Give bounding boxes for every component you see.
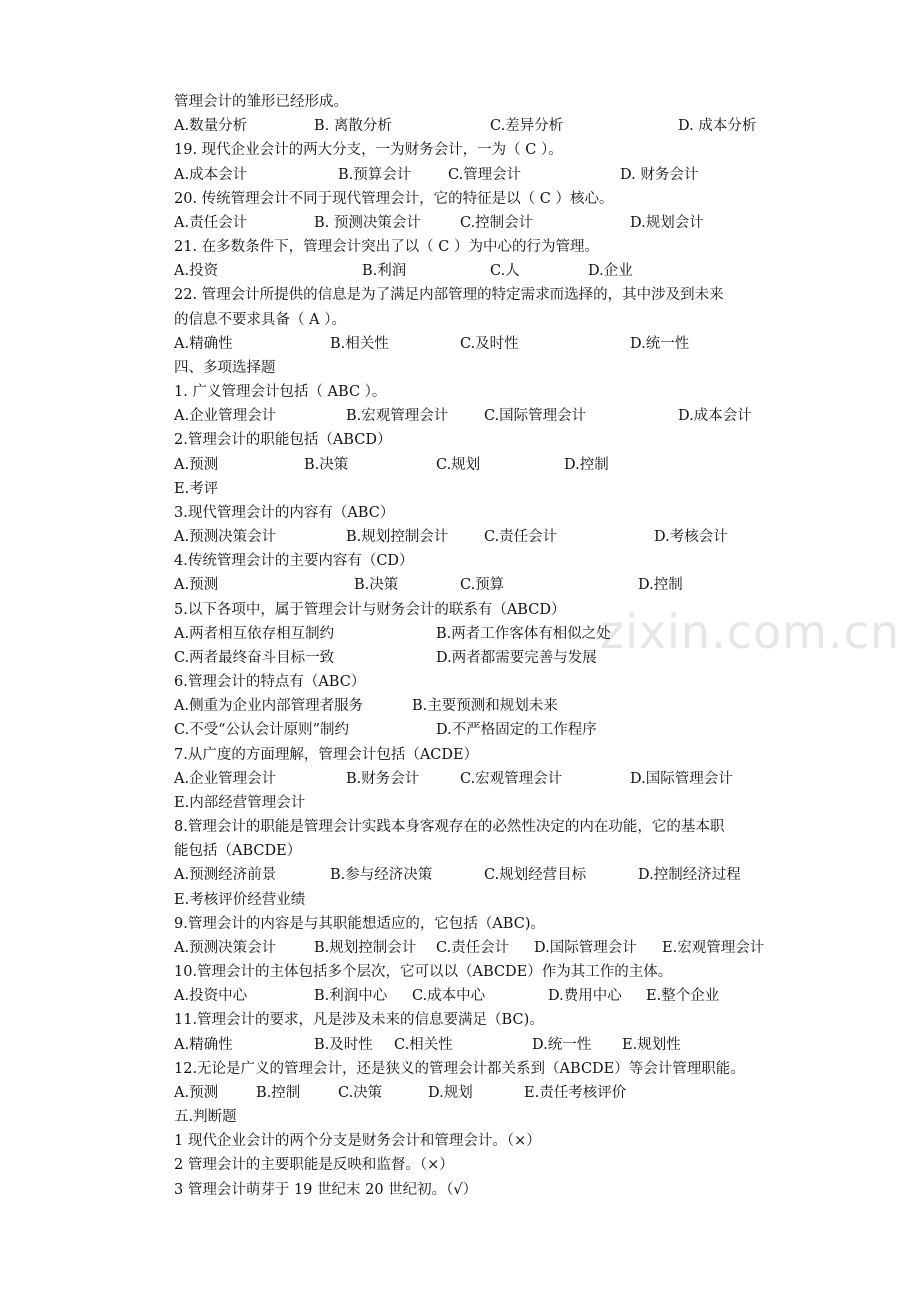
answer-option: B.控制 [256, 1085, 301, 1101]
answer-option: C.两者最终奋斗目标一致 [174, 650, 335, 666]
answer-option: A.企业管理会计 [174, 408, 277, 424]
text-line: 管理会计的雏形已经形成。 [174, 94, 348, 110]
answer-option: A.两者相互依存相互制约 [174, 626, 335, 642]
text-line: 1 现代企业会计的两个分支是财务会计和管理会计。（×） [174, 1133, 541, 1149]
text-line: 7.从广度的方面理解，管理会计包括（ACDE） [174, 747, 479, 763]
answer-option: B.两者工作客体有相似之处 [436, 626, 611, 642]
answer-option: B.决策 [354, 577, 399, 593]
answer-option: C.成本中心 [412, 988, 486, 1004]
text-line: 3 管理会计萌芽于 19 世纪末 20 世纪初。（√） [174, 1182, 478, 1198]
answer-option: B.利润中心 [314, 988, 388, 1004]
answer-option: D.国际管理会计 [630, 771, 733, 787]
watermark: zixin.com.cn [600, 605, 901, 659]
options-row [174, 573, 790, 597]
answer-option: C.责任会计 [436, 940, 510, 956]
answer-option: C.宏观管理会计 [460, 771, 563, 787]
answer-option: C.国际管理会计 [484, 408, 587, 424]
text-line: 20. 传统管理会计不同于现代管理会计，它的特征是以（ C ）核心。 [174, 191, 614, 207]
text-line: 11.管理会计的要求，凡是涉及未来的信息要满足（BC)。 [174, 1012, 544, 1028]
text-line: E.考核评价经营业绩 [174, 892, 306, 908]
answer-option: C.人 [490, 263, 520, 279]
text-line: 5.以下各项中，属于管理会计与财务会计的联系有（ABCD） [174, 602, 566, 618]
answer-option: A.精确性 [174, 336, 233, 352]
answer-option: D.不严格固定的工作程序 [436, 722, 597, 738]
options-row [174, 259, 790, 283]
answer-option: D.控制 [564, 457, 609, 473]
text-line: 1. 广义管理会计包括（ ABC ）。 [174, 384, 387, 400]
answer-option: A.投资中心 [174, 988, 248, 1004]
answer-option: D. 成本分析 [678, 118, 757, 134]
answer-option: A.投资 [174, 263, 219, 279]
answer-option: C.规划 [436, 457, 481, 473]
options-row [174, 718, 790, 742]
text-line: 19. 现代企业会计的两大分支，一为财务会计，一为（ C ）。 [174, 142, 563, 158]
answer-option: D.企业 [588, 263, 633, 279]
answer-option: B. 预测决策会计 [314, 215, 421, 231]
answer-option: A.预测 [174, 577, 219, 593]
answer-option: B.决策 [304, 457, 349, 473]
answer-option: D.统一性 [630, 336, 690, 352]
answer-option: B.及时性 [314, 1037, 373, 1053]
answer-option: E.整个企业 [646, 988, 720, 1004]
answer-option: B.预算会计 [338, 167, 412, 183]
options-row [174, 1033, 790, 1057]
text-line: 10.管理会计的主体包括多个层次，它可以以（ABCDE）作为其工作的主体。 [174, 964, 673, 980]
answer-option: C.预算 [460, 577, 505, 593]
options-row [174, 694, 790, 718]
options-row [174, 525, 790, 549]
answer-option: D.控制 [638, 577, 683, 593]
answer-option: C.控制会计 [460, 215, 534, 231]
text-line: 8.管理会计的职能是管理会计实践本身客观存在的必然性决定的内在功能，它的基本职 [174, 819, 725, 835]
answer-option: B.相关性 [330, 336, 389, 352]
text-line: 22. 管理会计所提供的信息是为了满足内部管理的特定需求而选择的，其中涉及到未来 [174, 287, 724, 303]
answer-option: C.及时性 [460, 336, 519, 352]
text-line: 2 管理会计的主要职能是反映和监督。（×） [174, 1157, 454, 1173]
answer-option: C.不受“公认会计原则”制约 [174, 722, 350, 738]
options-row [174, 404, 790, 428]
answer-option: A.预测经济前景 [174, 867, 277, 883]
answer-option: B.利润 [362, 263, 407, 279]
answer-option: C.责任会计 [484, 529, 558, 545]
text-line: 21. 在多数条件下，管理会计突出了以（ C ）为中心的行为管理。 [174, 239, 599, 255]
options-row [174, 114, 790, 138]
options-row [174, 453, 790, 477]
answer-option: A.预测 [174, 1085, 219, 1101]
answer-option: C.规划经营目标 [484, 867, 587, 883]
answer-option: B.主要预测和规划未来 [412, 698, 558, 714]
answer-option: A.成本会计 [174, 167, 248, 183]
answer-option: A.精确性 [174, 1037, 233, 1053]
options-row [174, 767, 790, 791]
answer-option: D.两者都需要完善与发展 [436, 650, 597, 666]
options-row [174, 211, 790, 235]
answer-option: B.规划控制会计 [346, 529, 449, 545]
answer-option: D.规划会计 [630, 215, 704, 231]
answer-option: B.参与经济决策 [330, 867, 433, 883]
answer-option: D.规划 [428, 1085, 473, 1101]
text-line: E.内部经营管理会计 [174, 795, 306, 811]
answer-option: A.责任会计 [174, 215, 248, 231]
options-row [174, 1081, 790, 1105]
text-line: 四、多项选择题 [174, 360, 276, 376]
answer-option: E.宏观管理会计 [662, 940, 765, 956]
answer-option: C.管理会计 [448, 167, 522, 183]
answer-option: B.宏观管理会计 [346, 408, 449, 424]
text-line: 的信息不要求具备（ A ）。 [174, 312, 346, 328]
answer-option: D.费用中心 [548, 988, 622, 1004]
answer-option: A.数量分析 [174, 118, 248, 134]
answer-option: E.规划性 [622, 1037, 681, 1053]
options-row [174, 646, 790, 670]
answer-option: B.财务会计 [346, 771, 420, 787]
text-line: 4.传统管理会计的主要内容有（CD） [174, 553, 414, 569]
text-line: E.考评 [174, 481, 219, 497]
answer-option: D.成本会计 [678, 408, 752, 424]
text-line: 6.管理会计的特点有（ABC） [174, 674, 366, 690]
options-row [174, 863, 790, 887]
answer-option: D. 财务会计 [620, 167, 699, 183]
answer-option: B.规划控制会计 [314, 940, 417, 956]
answer-option: A.预测决策会计 [174, 529, 277, 545]
answer-option: E.责任考核评价 [524, 1085, 627, 1101]
text-line: 五.判断题 [174, 1109, 237, 1125]
options-row [174, 984, 790, 1008]
answer-option: C.相关性 [394, 1037, 453, 1053]
options-row [174, 332, 790, 356]
answer-option: A.企业管理会计 [174, 771, 277, 787]
answer-option: A.预测 [174, 457, 219, 473]
answer-option: D.统一性 [532, 1037, 592, 1053]
options-row [174, 163, 790, 187]
answer-option: A.预测决策会计 [174, 940, 277, 956]
text-line: 能包括（ABCDE） [174, 843, 302, 859]
answer-option: D.控制经济过程 [638, 867, 741, 883]
text-line: 3.现代管理会计的内容有（ABC） [174, 505, 395, 521]
options-row [174, 936, 790, 960]
answer-option: C.差异分析 [490, 118, 564, 134]
answer-option: C.决策 [338, 1085, 383, 1101]
answer-option: B. 离散分析 [314, 118, 392, 134]
text-line: 12.无论是广义的管理会计，还是狭义的管理会计都关系到（ABCDE）等会计管理职能。 [174, 1061, 745, 1077]
answer-option: A.侧重为企业内部管理者服务 [174, 698, 364, 714]
options-row [174, 622, 790, 646]
text-line: 2.管理会计的职能包括（ABCD） [174, 432, 392, 448]
answer-option: D.考核会计 [654, 529, 728, 545]
answer-option: D.国际管理会计 [534, 940, 637, 956]
text-line: 9.管理会计的内容是与其职能想适应的，它包括（ABC)。 [174, 916, 545, 932]
